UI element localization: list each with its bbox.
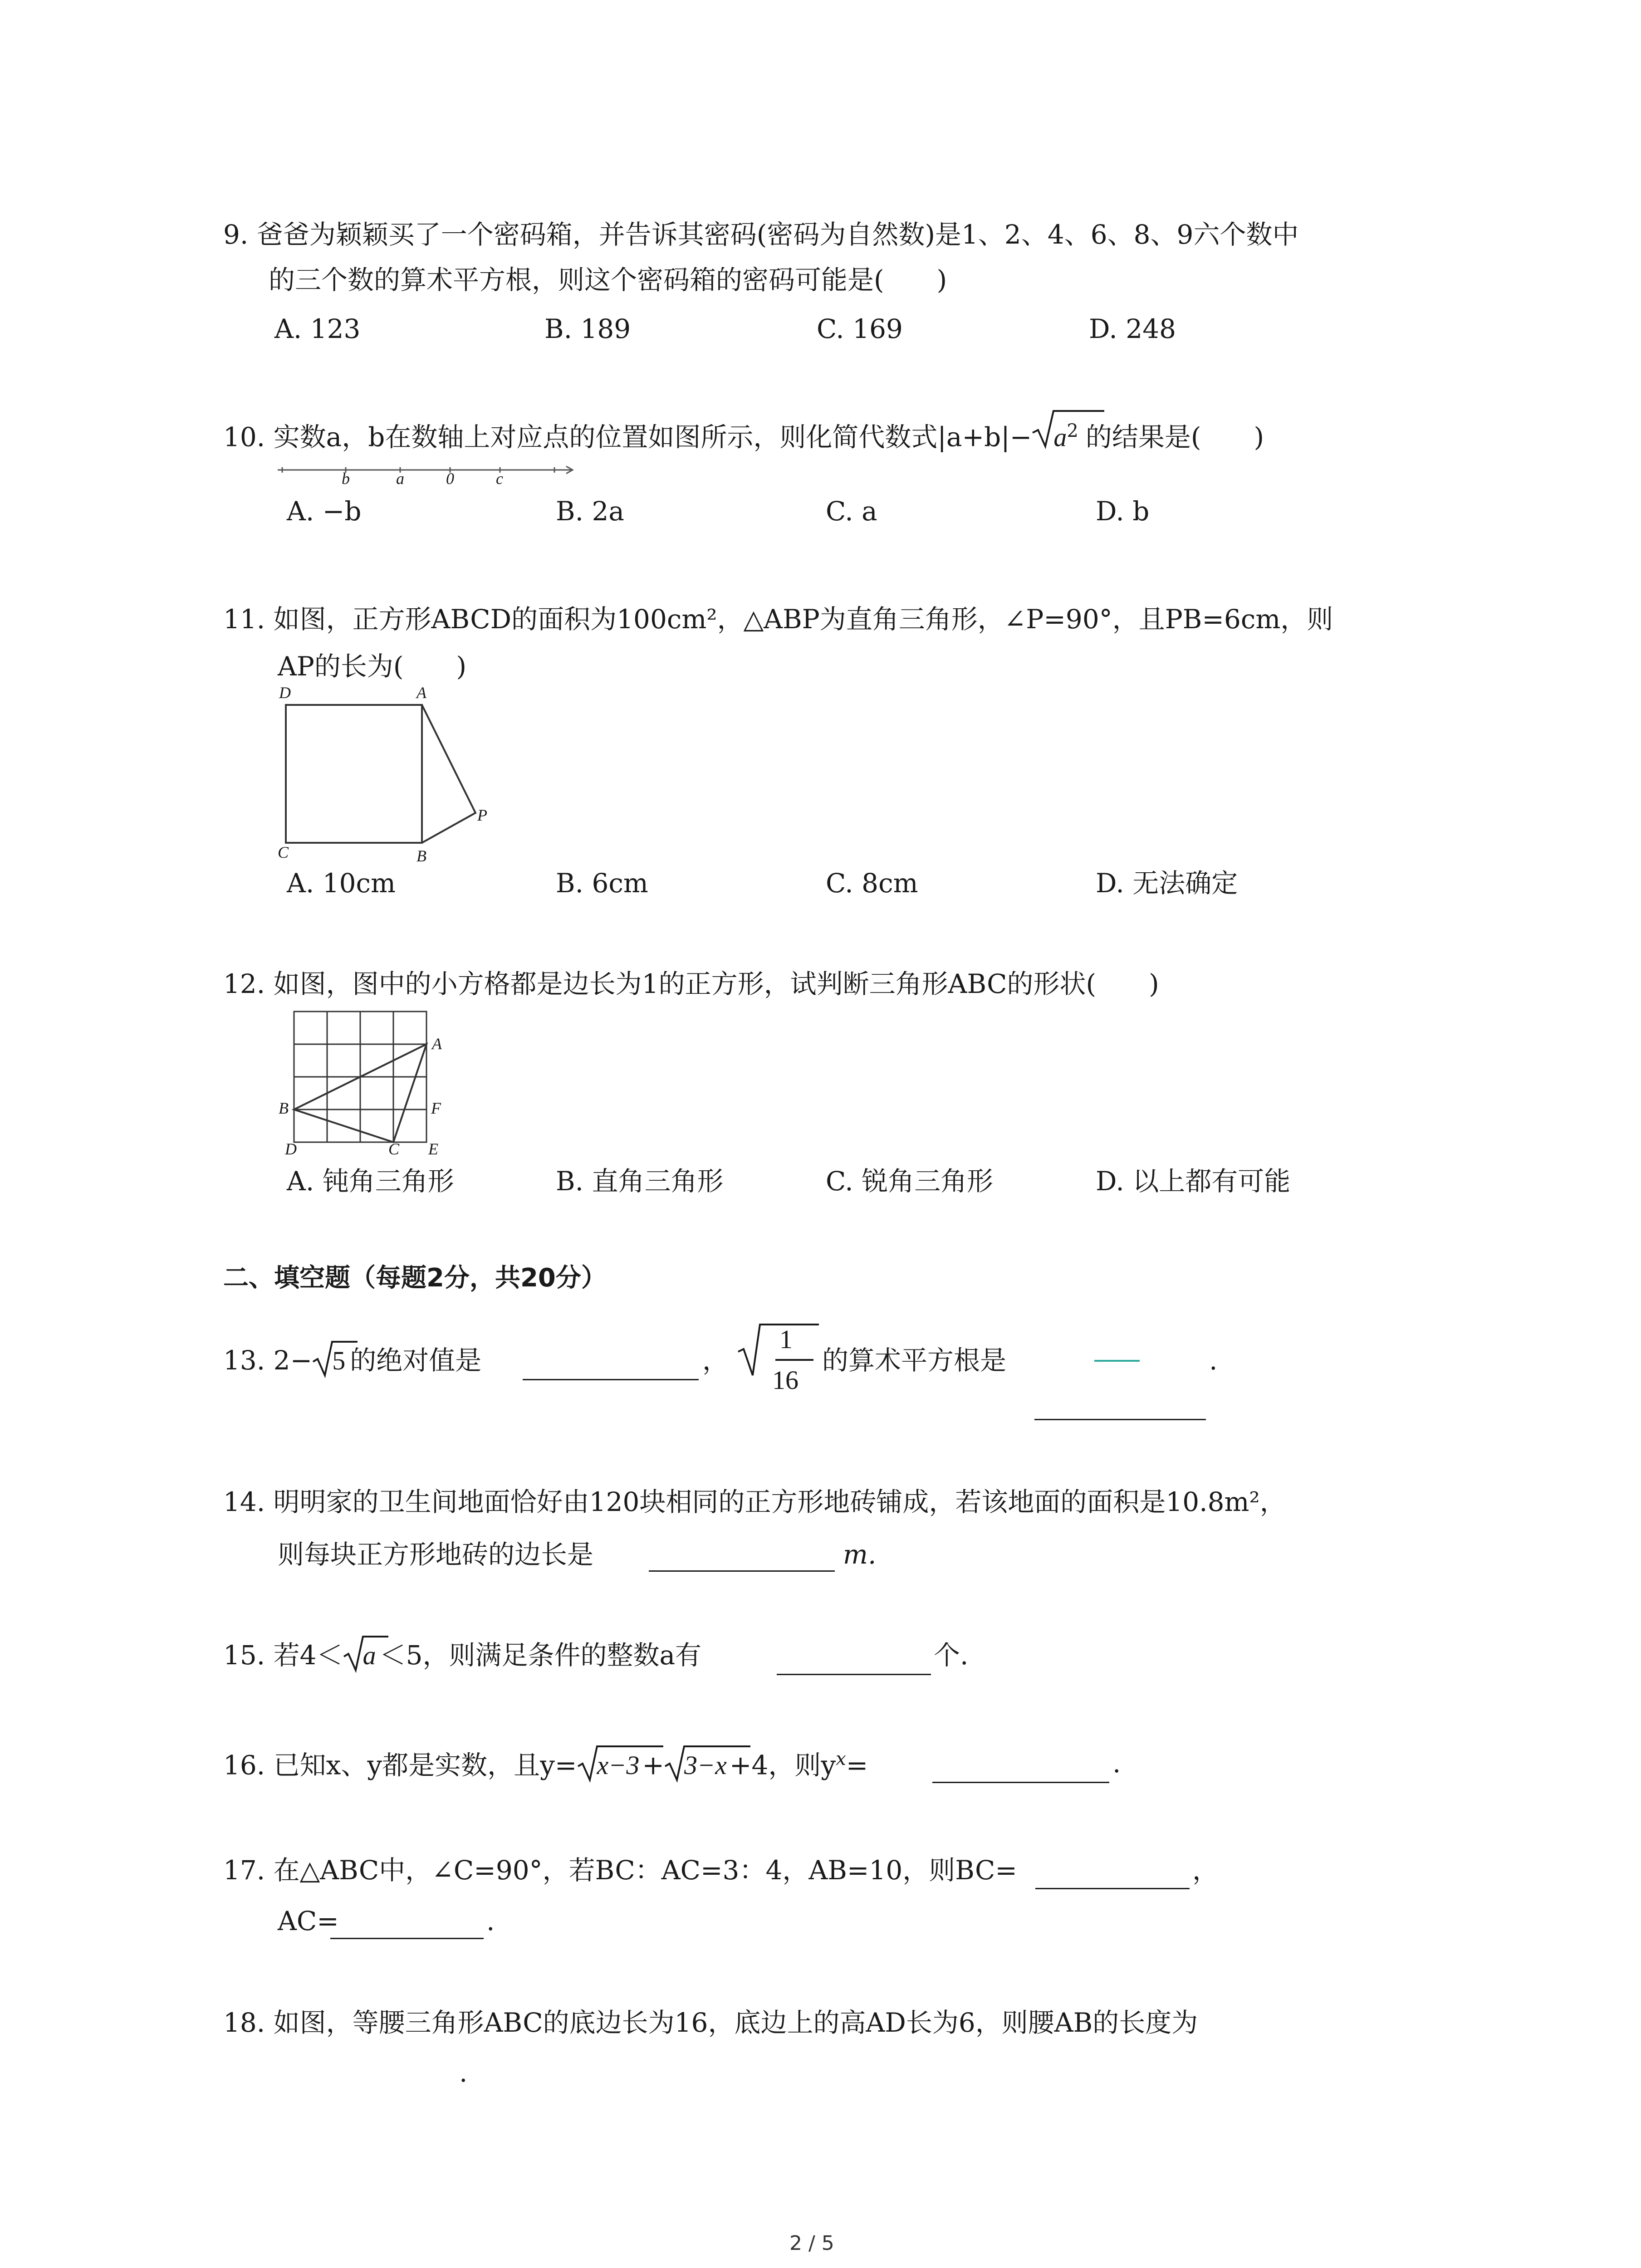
q17-line1-end: ， xyxy=(1192,1855,1219,1886)
q13-answer-dash xyxy=(1094,1360,1140,1362)
q13-prefix: 13. 2− xyxy=(223,1345,313,1376)
q16-radicand2: 3−x xyxy=(684,1750,727,1780)
q16-sqrt2 xyxy=(664,1752,727,1779)
q11-figure-square-triangle xyxy=(278,689,505,862)
q17-blank-ac[interactable] xyxy=(330,1938,484,1939)
q13-stem xyxy=(223,1347,481,1374)
q9-option-d[interactable]: D. 248 xyxy=(1089,313,1176,344)
q13-mid: 的绝对值是 xyxy=(350,1345,482,1376)
q10-text-before: 10. 实数a，b在数轴上对应点的位置如图所示，则化简代数式|a+b|− xyxy=(223,421,1032,453)
q15-blank[interactable] xyxy=(777,1674,931,1675)
q16-prefix: 16. 已知x、y都是实数，且y= xyxy=(223,1750,577,1781)
q14-line2-prefix: 则每块正方形地砖的边长是 xyxy=(278,1539,594,1570)
q11-label-a: A xyxy=(416,684,426,702)
q16-end: . xyxy=(1112,1748,1121,1779)
q12-option-b[interactable]: B. 直角三角形 xyxy=(556,1166,724,1197)
q10-option-a[interactable]: A. −b xyxy=(287,496,362,527)
q10-number-line xyxy=(278,458,577,494)
q14-blank[interactable] xyxy=(649,1570,835,1572)
q10-option-b[interactable]: B. 2a xyxy=(556,496,624,527)
q12-label-c: C xyxy=(388,1140,400,1158)
q15-stem xyxy=(223,1642,701,1669)
q11-option-b[interactable]: B. 6cm xyxy=(556,868,648,899)
q10-label-a: a xyxy=(396,469,404,488)
q11-label-b: B xyxy=(416,847,426,865)
page-number: 2 / 5 xyxy=(789,2232,834,2255)
q12-line1: 12. 如图，图中的小方格都是边长为1的正方形，试判断三角形ABC的形状( ) xyxy=(223,968,1159,999)
q14-line2-suffix: m. xyxy=(843,1539,877,1570)
q16-mid: +4，则y xyxy=(729,1750,836,1781)
q10-sqrt xyxy=(1032,422,1078,450)
q15-suffix: 个. xyxy=(934,1640,969,1671)
q13-blank-2[interactable] xyxy=(1034,1419,1206,1420)
q15-prefix: 15. 若4＜ xyxy=(223,1640,343,1671)
q11-option-c[interactable]: C. 8cm xyxy=(826,868,918,899)
q9-line1: 9. 爸爸为颖颖买了一个密码箱，并告诉其密码(密码为自然数)是1、2、4、6、8、9六个数中 xyxy=(223,219,1299,250)
q10-option-c[interactable]: C. a xyxy=(826,496,877,527)
q17-blank-bc[interactable] xyxy=(1035,1888,1190,1889)
q18-blank[interactable] xyxy=(278,2082,455,2083)
q16-stem xyxy=(223,1750,868,1779)
section2-heading: 二、填空题（每题2分，共20分） xyxy=(223,1263,607,1293)
q18-line2-end: . xyxy=(459,2057,468,2088)
q12-label-a: A xyxy=(432,1035,442,1053)
q10-label-c: c xyxy=(496,469,503,488)
q14-line1: 14. 明明家的卫生间地面恰好由120块相同的正方形地砖铺成，若该地面的面积是10.8m²， xyxy=(223,1486,1286,1517)
q9-option-c[interactable]: C. 169 xyxy=(817,313,903,344)
q10-exponent: 2 xyxy=(1067,420,1078,441)
q17-line1-prefix: 17. 在△ABC中，∠C=90°，若BC：AC=3：4，AB=10，则BC= xyxy=(223,1855,1017,1886)
q18-line1: 18. 如图，等腰三角形ABC的底边长为16，底边上的高AD长为6，则腰AB的长度为 xyxy=(223,2007,1198,2038)
q12-figure-grid xyxy=(290,1008,454,1144)
q16-eq: = xyxy=(846,1750,868,1781)
q15-sqrt-sign xyxy=(343,1636,393,1677)
q9-option-b[interactable]: B. 189 xyxy=(544,313,631,344)
q11-label-p: P xyxy=(477,806,487,824)
q13-comma: ， xyxy=(702,1345,729,1376)
q13-sqrt5 xyxy=(312,1347,345,1374)
q16-sqrt1 xyxy=(577,1752,640,1779)
q10-stem xyxy=(223,420,1264,453)
q11-line1: 11. 如图，正方形ABCD的面积为100cm²，△ABP为直角三角形，∠P=90°，且PB=6cm，则 xyxy=(223,604,1333,635)
q11-line2: AP的长为( ) xyxy=(278,651,467,682)
q10-sqrt-sign xyxy=(1032,410,1109,451)
q12-option-c[interactable]: C. 锐角三角形 xyxy=(826,1166,994,1197)
q10-option-d[interactable]: D. b xyxy=(1096,496,1150,527)
q11-label-d: D xyxy=(279,684,291,702)
q13-frac-num: 1 xyxy=(779,1325,793,1354)
q12-label-d: D xyxy=(285,1140,297,1158)
q15-mid: ＜5，则满足条件的整数a有 xyxy=(379,1640,702,1671)
q12-option-a[interactable]: A. 钝角三角形 xyxy=(287,1166,454,1197)
q16-sqrt2-sign xyxy=(664,1745,755,1786)
q9-line2: 的三个数的算术平方根，则这个密码箱的密码可能是( ) xyxy=(269,264,947,295)
q13-blank-1[interactable] xyxy=(523,1379,699,1380)
q12-label-f: F xyxy=(431,1099,441,1117)
q13-suffix: 的算术平方根是 xyxy=(822,1345,1007,1376)
q10-label-0: 0 xyxy=(446,469,454,488)
q13-radicand1: 5 xyxy=(332,1346,346,1375)
q13-sqrt5-sign xyxy=(312,1341,362,1382)
q12-label-e: E xyxy=(428,1140,438,1158)
q10-radicand: a xyxy=(1053,422,1067,452)
q16-blank[interactable] xyxy=(932,1782,1109,1783)
q12-option-d[interactable]: D. 以上都有可能 xyxy=(1096,1166,1291,1197)
q13-frac-den: 16 xyxy=(772,1365,798,1395)
q15-radicand: a xyxy=(362,1641,376,1670)
q16-plus: + xyxy=(642,1750,665,1781)
q10-text-after: 的结果是( ) xyxy=(1085,421,1264,453)
q16-sup: x xyxy=(836,1749,846,1769)
q11-option-a[interactable]: A. 10cm xyxy=(287,868,396,899)
q12-label-b: B xyxy=(279,1099,289,1117)
q11-triangle xyxy=(422,705,475,843)
q15-sqrt xyxy=(343,1642,376,1669)
q11-label-c: C xyxy=(278,843,289,861)
q10-label-b: b xyxy=(342,469,350,488)
q17-line2-prefix: AC= xyxy=(278,1906,339,1936)
q9-option-a[interactable]: A. 123 xyxy=(274,313,361,344)
q16-radicand1: x−3 xyxy=(597,1750,640,1780)
q17-line2-end: . xyxy=(486,1906,495,1936)
q11-option-d[interactable]: D. 无法确定 xyxy=(1096,868,1238,899)
q13-end: . xyxy=(1209,1345,1218,1376)
q11-square xyxy=(286,705,422,843)
q16-sqrt1-sign xyxy=(577,1745,668,1786)
